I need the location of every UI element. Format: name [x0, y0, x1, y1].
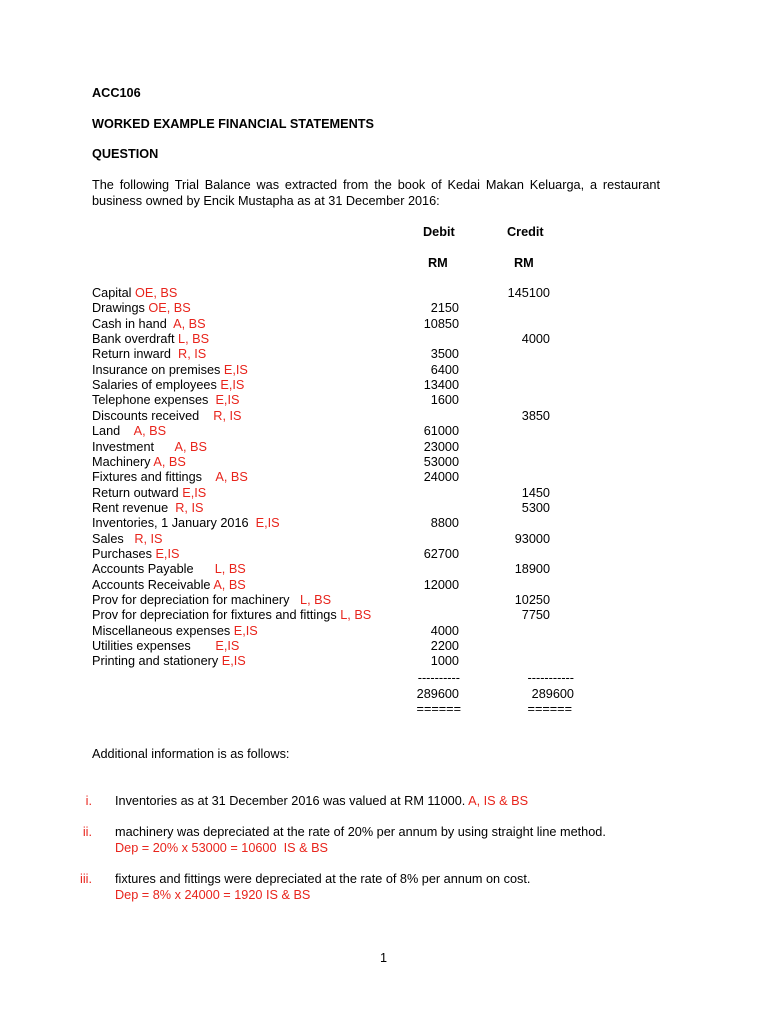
account-label: Investment — [92, 439, 175, 454]
trial-balance-row — [92, 440, 592, 455]
account-name — [92, 624, 258, 639]
trial-balance-row — [92, 593, 592, 608]
account-label: Machinery — [92, 454, 154, 469]
trial-balance-row — [92, 654, 592, 669]
credit-amount: 4000 — [521, 332, 550, 347]
debit-single-rule: ---------- — [417, 671, 460, 685]
account-classification: E,IS — [221, 654, 246, 669]
col-header-debit: Debit — [423, 225, 455, 239]
credit-amount: 5300 — [521, 500, 550, 515]
account-classification: R, IS — [178, 347, 207, 362]
account-name — [92, 639, 239, 654]
trial-balance-row — [92, 455, 592, 470]
account-classification: R, IS — [213, 408, 242, 423]
account-classification: L, BS — [300, 593, 332, 607]
account-label: Prov for depreciation for fixtures and fittings — [92, 608, 341, 623]
trial-balance-row — [92, 286, 592, 301]
account-name — [92, 562, 246, 577]
account-label: Insurance on premises — [92, 362, 224, 377]
trial-balance-row — [92, 486, 592, 501]
trial-balance-row — [92, 501, 592, 516]
debit-amount: 13400 — [423, 378, 459, 393]
credit-amount: 145100 — [507, 286, 550, 300]
account-classification: E,IS — [255, 516, 280, 531]
account-name — [92, 455, 186, 470]
account-label: Miscellaneous expenses — [92, 623, 234, 638]
trial-balance-row — [92, 608, 592, 623]
account-classification: A, BS — [153, 454, 186, 469]
account-name — [92, 363, 248, 378]
credit-double-rule: ====== — [527, 702, 572, 716]
account-label: Salaries of employees — [92, 378, 221, 393]
trial-balance-row — [92, 424, 592, 439]
account-classification: L, BS — [178, 332, 210, 347]
item-numeral: iii. — [80, 872, 92, 886]
trial-balance-row — [92, 578, 592, 593]
debit-amount: 24000 — [423, 470, 459, 485]
trial-balance-row — [92, 562, 592, 577]
debit-amount: 6400 — [430, 362, 459, 377]
account-name — [92, 347, 206, 362]
account-label: Bank overdraft — [92, 332, 179, 347]
account-classification: E,IS — [223, 362, 248, 377]
item-note: A, IS & BS — [465, 794, 529, 808]
debit-amount: 2150 — [430, 301, 459, 316]
item-working: Dep = 20% x 53000 = 10600 IS & BS — [115, 840, 329, 855]
debit-amount: 10850 — [423, 316, 459, 331]
trial-balance-row — [92, 393, 592, 408]
trial-balance-row — [92, 547, 592, 562]
account-name — [92, 593, 331, 608]
account-classification: A, BS — [215, 470, 248, 485]
debit-amount: 53000 — [423, 454, 459, 469]
account-classification: E,IS — [155, 546, 180, 561]
credit-amount: 18900 — [514, 562, 550, 577]
trial-balance-row — [92, 347, 592, 362]
trial-balance-row — [92, 409, 592, 424]
debit-amount: 1000 — [430, 654, 459, 669]
account-label: Accounts Payable — [92, 562, 215, 577]
course-code: ACC106 — [92, 86, 141, 100]
trial-balance-row — [92, 378, 592, 393]
trial-balance-row — [92, 624, 592, 639]
account-classification: R, IS — [134, 531, 163, 546]
item-numeral: i. — [85, 794, 92, 808]
trial-balance-row — [92, 639, 592, 654]
debit-amount: 3500 — [430, 347, 459, 362]
item-numeral: ii. — [82, 825, 92, 839]
account-classification: E,IS — [215, 639, 240, 654]
account-label: Sales — [92, 531, 135, 546]
debit-amount: 2200 — [430, 639, 459, 654]
credit-amount: 1450 — [521, 485, 550, 500]
account-classification: E,IS — [220, 378, 245, 393]
section-heading: QUESTION — [92, 147, 159, 161]
account-label: Land — [92, 424, 134, 439]
intro-paragraph: The following Trial Balance was extracted from the book of Kedai Makan Keluarga, a restaurant business owned by Encik Mustapha as at 31 December 2016: — [92, 178, 660, 208]
account-name — [92, 409, 242, 424]
trial-balance-row — [92, 532, 592, 547]
account-label: Return inward — [92, 347, 179, 362]
account-name — [92, 516, 280, 531]
item-text: machinery was depreciated at the rate of 20% per annum by using straight line method. — [115, 825, 606, 839]
col-unit-credit: RM — [514, 256, 534, 270]
trial-balance-row — [92, 301, 592, 316]
credit-amount: 93000 — [514, 531, 550, 546]
page-number: 1 — [380, 951, 388, 965]
debit-total: 289600 — [416, 687, 459, 701]
account-label: Telephone expenses — [92, 393, 216, 408]
account-name — [92, 470, 248, 485]
account-name — [92, 378, 244, 393]
account-classification: L, BS — [214, 562, 246, 577]
account-label: Fixtures and fittings — [92, 470, 216, 485]
account-label: Rent revenue — [92, 500, 176, 515]
trial-balance-row — [92, 317, 592, 332]
account-label: Inventories, 1 January 2016 — [92, 516, 256, 531]
debit-amount: 62700 — [423, 546, 459, 561]
account-label: Utilities expenses — [92, 639, 216, 654]
account-classification: OE, BS — [148, 301, 191, 316]
debit-amount: 12000 — [423, 577, 459, 592]
account-name — [92, 424, 166, 439]
account-label: Accounts Receivable — [92, 577, 214, 592]
account-classification: E,IS — [233, 623, 258, 638]
account-label: Return outward — [92, 485, 183, 500]
debit-amount: 8800 — [430, 516, 459, 531]
account-name — [92, 654, 246, 669]
trial-balance-row — [92, 332, 592, 347]
account-classification: A, BS — [174, 439, 207, 454]
account-name — [92, 440, 207, 455]
credit-amount: 3850 — [521, 408, 550, 423]
account-name — [92, 301, 191, 316]
debit-double-rule: ====== — [416, 702, 461, 716]
account-label: Printing and stationery — [92, 654, 222, 669]
account-label: Discounts received — [92, 408, 214, 423]
col-header-credit: Credit — [507, 225, 544, 239]
account-name — [92, 501, 203, 516]
trial-balance-row — [92, 470, 592, 485]
account-classification: R, IS — [175, 500, 204, 515]
debit-amount: 1600 — [430, 393, 459, 408]
col-unit-debit: RM — [428, 256, 448, 270]
item-text: Inventories as at 31 December 2016 was valued at RM 11000. — [115, 794, 466, 808]
account-name — [92, 532, 163, 547]
trial-balance-row — [92, 363, 592, 378]
credit-single-rule: ----------- — [527, 671, 574, 685]
document-title: WORKED EXAMPLE FINANCIAL STATEMENTS — [92, 117, 374, 131]
debit-amount: 61000 — [423, 424, 459, 439]
account-name — [92, 317, 206, 332]
account-label: Cash in hand — [92, 316, 174, 331]
account-classification: A, BS — [133, 424, 167, 439]
account-name — [92, 286, 177, 301]
account-name — [92, 393, 239, 408]
account-classification: E,IS — [215, 393, 240, 408]
trial-balance-row — [92, 516, 592, 531]
account-classification: OE, BS — [135, 286, 178, 300]
item-working: Dep = 8% x 24000 = 1920 IS & BS — [115, 887, 311, 902]
item-text: fixtures and fittings were depreciated at the rate of 8% per annum on cost. — [115, 872, 531, 886]
debit-amount: 23000 — [423, 439, 459, 454]
additional-info-heading: Additional information is as follows: — [92, 747, 290, 761]
account-name — [92, 332, 209, 347]
account-label: Purchases — [92, 546, 156, 561]
credit-amount: 10250 — [514, 593, 550, 607]
account-classification: A, BS — [173, 316, 206, 331]
account-name — [92, 578, 246, 593]
account-name — [92, 486, 206, 501]
credit-amount: 7750 — [521, 608, 550, 623]
account-classification: L, BS — [340, 608, 372, 623]
account-label: Capital — [92, 286, 136, 300]
debit-amount: 4000 — [430, 623, 459, 638]
credit-total: 289600 — [531, 687, 574, 701]
account-label: Prov for depreciation for machinery — [92, 593, 301, 607]
account-classification: A, BS — [213, 577, 246, 592]
account-name — [92, 547, 179, 562]
account-name — [92, 608, 371, 623]
account-classification: E,IS — [182, 485, 207, 500]
account-label: Drawings — [92, 301, 149, 316]
